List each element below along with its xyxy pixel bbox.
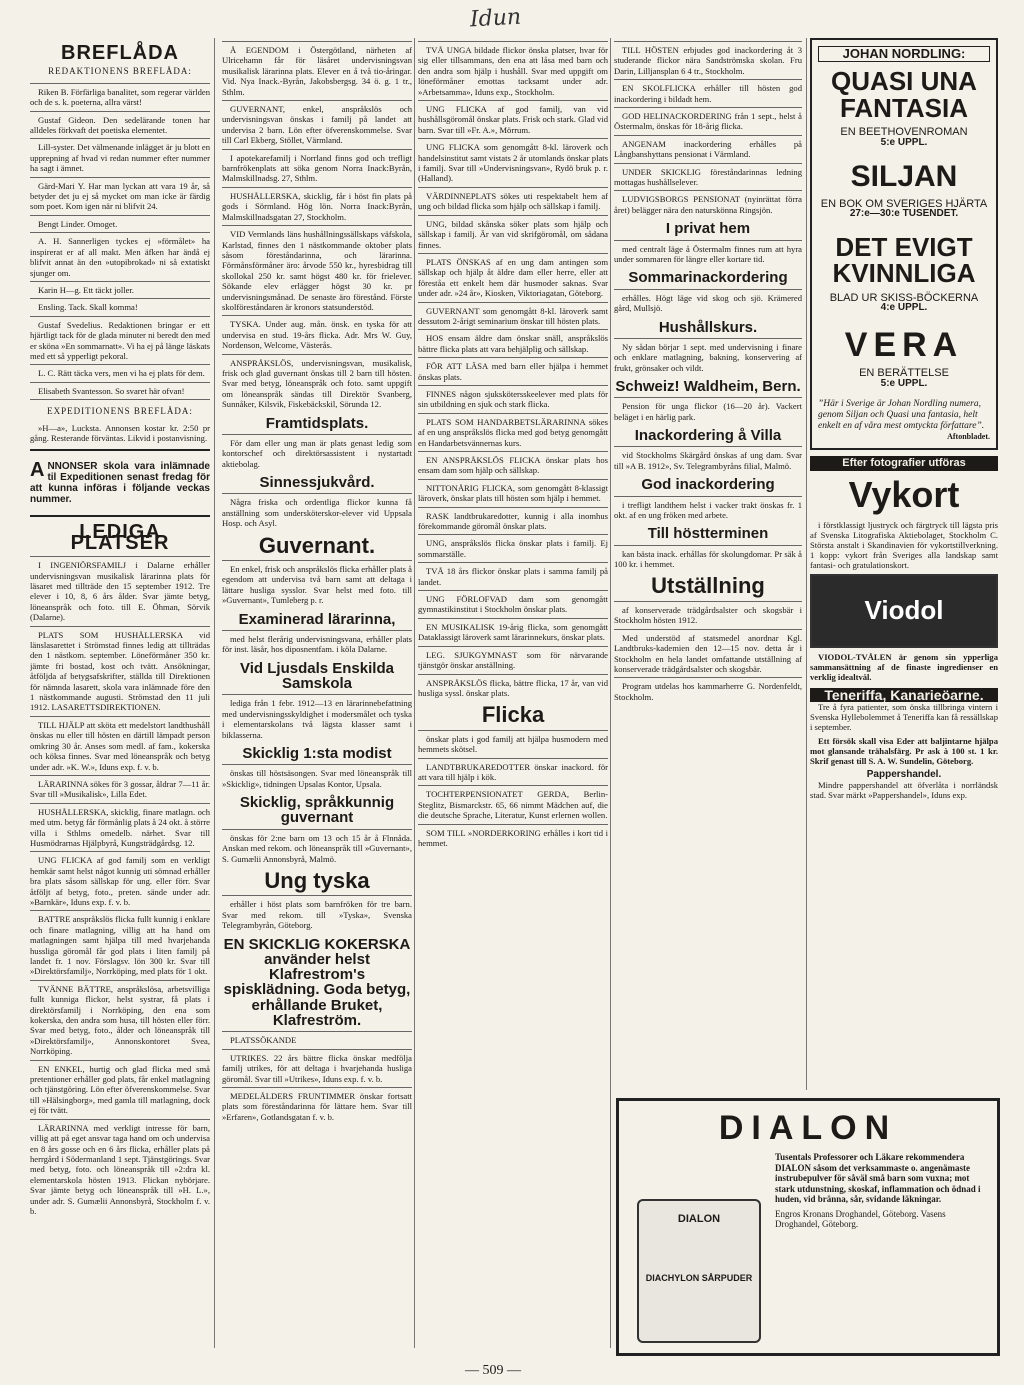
ad-paragraph: UNG FLICKA af god familj som en verkligt hemkär samt helst något kunnig uti sömnad erhåller bra plats såsom sällskap för ung. eller förr. Svar åtföljt af betyg, foto., preten. sände under adr. »Barnkär», Iduns exp. f. v. b. <box>30 855 210 907</box>
dialon-text: Tusentals Professorer och Läkare rekommendera DIALON såsom det verksammaste o. angenämaste instrubepulver för såväl små barn som vuxna; mot stark utdunstning, skoskaf, inflammation och ödnad i huden, vid bränna, sår, svidande läkningar. <box>775 1152 981 1204</box>
ad-paragraph: GUVERNANT som genomgått 8-kl. läroverk samt dessutom 2-årigt seminarium önskar till hösten plats. <box>418 305 608 326</box>
ad-paragraph: TVÅ 18 års flickor önskar plats i samma familj på landet. <box>418 566 608 587</box>
ad-divider <box>614 629 802 630</box>
ad-divider <box>222 354 412 355</box>
ad-paragraph: Program utdelas hos kammarherre G. Nordenfeldt, Stockholm. <box>614 681 802 702</box>
redaktion-subtitle: REDAKTIONENS BREFLÅDA: <box>48 66 192 77</box>
ad-paragraph: ANSPRÅKSLÖS flicka, bättre flicka, 17 år, van vid husliga syssl. önskar plats. <box>418 677 608 698</box>
ad-paragraph: A. H. Sannerligen tyckes ej »förmålet» ha inspirerat er af all makt. Men äfken har ändå ej blifvit annat än den »utopibrokad» ni så extatiskt sjunger om. <box>30 236 210 278</box>
ad-paragraph: Några friska och ordentliga flickor kunna få anställning som undersköterskor-elever vid Uppsala Hosp. och Asyl. <box>222 497 412 529</box>
ad-divider <box>418 138 608 139</box>
handwritten-title: Idun <box>469 4 522 33</box>
ad-divider <box>30 980 210 981</box>
ad-paragraph: Gustaf Svedelius. Redaktionen bringar er ett hjärtligt tack för de glada minuter ni beredt den med er sköna »En sommarnatt». Vi ha ej på länge läskats med ett så ypperligt pekoral. <box>30 319 210 361</box>
ads-list <box>614 41 802 702</box>
ad-heading: Inackordering å Villa <box>634 427 782 445</box>
book-edition: 5:e UPPL. <box>880 136 928 148</box>
ad-divider <box>30 215 210 216</box>
ad-paragraph: RASK landtbrukaredotter, kunnig i alla inomhus förekommande göromål önskar plats. <box>418 510 608 532</box>
ad-divider <box>418 385 608 386</box>
ad-divider <box>222 560 412 561</box>
ad-heading: Utställning <box>651 573 765 599</box>
ad-divider <box>418 357 608 358</box>
divider <box>30 515 210 517</box>
ad-divider <box>30 177 210 178</box>
ad-paragraph: TOCHTERPENSIONATET GERDA, Berlin-Steglitz, Bismarckstr. 65, 66 nimmt Mädchen auf, die die deutsche Sprache, Literatur, Kunst erlernen wollen. <box>418 789 608 821</box>
ad-paragraph: LÄRARINNA med verkligt intresse för barn, villig att på eget ansvar taga hand om och undervisa en 8 års gosse och en 6 års flicka, erhåller plats på herrgård i Södermanland 1 sept. Tjänstgörings. Svar med betyg, foto. och löneanspråk till »2:dra kl. elementarskola hösten 1913. Flickan nybörjare. Svar jämte betyg och löneanspråk till »H. L.», under adr. S. Gumælii Annonsbyrå, Stockholm f. v. b. <box>30 1122 210 1216</box>
ad-paragraph: UTRIKES. 22 års bättre flicka önskar medfölja familj utrikes, för att deltaga i hvarjehanda husliga göromål. Svar till »Utrikes», Iduns exp. f. v. b. <box>222 1052 412 1084</box>
ad-paragraph: Med understöd af statsmedel anordnar Kgl. Landtbruks-kademien den 12—15 nov. detta år i Stockholm en hela landet omfattande utställning af konserverade trädgårdsalster och skogsbär. <box>614 632 802 674</box>
dialon-frame <box>616 1098 1000 1356</box>
ad-paragraph: VÄRDINNEPLATS sökes uti respektabelt hem af ung och bildad flicka som hjälp och sällskap i familj. <box>418 190 608 212</box>
ad-divider <box>614 397 802 398</box>
ad-divider <box>222 434 412 435</box>
column-divider <box>214 38 215 1348</box>
ad-divider <box>614 601 802 602</box>
ad-paragraph: BATTRE anspråkslös flicka fullt kunnig i enklare och finare matlagning, villig att ha hand om matlagningen samt hjälpa till med hvarjehanda hussliga göromål får god plats i liten familj på landet fr. 1 nov. Förslagsv. lön 300 kr. Svar till »Direktörsfamilj», Norrköping, med plats för 1 okt. <box>30 914 210 977</box>
ad-paragraph: Karin H—g. Ett täckt joller. <box>38 284 134 295</box>
divider <box>30 399 210 400</box>
ad-paragraph: PLATS SOM HANDARBETSLÄRARINNA sökes af en ung anspråkslös flicka med god betyg genomgått en Handarbetsvännernas kurs. <box>418 416 608 448</box>
ad-divider <box>30 232 210 233</box>
ad-paragraph: GOD HELINACKORDERING från 1 sept., helst å Östermalm, önskas för 18-årig flicka. <box>614 111 802 132</box>
ad-paragraph: UNG, bildad skånska söker plats som hjälp och sällskap i familj. Är van vid skrifgöromål, om sådana finnes. <box>418 218 608 250</box>
ad-divider <box>418 302 608 303</box>
notice-initial: A <box>30 459 45 482</box>
ad-paragraph: TVÄNNE BÄTTRE, anspråkslösa, arbetsvilliga fullt kunniga flickor, helst systrar, få plats i direktörsfamilj i Norrköping, den ena som kokerska, den andra som husa, till hösten eller förr. Svar med betyg, foto., ålder och löneanspråk till »Direktörsfamilj», Annonskontoret Svea, Norrköping. <box>30 983 210 1057</box>
ad-divider <box>614 240 802 241</box>
book-title: QUASI UNA FANTASIA <box>831 66 977 123</box>
ad-paragraph: VID Vermlands läns hushållningssällskaps väfskola, Karlstad, finnes den 1 nästkommande oktober plats såsom föreståndarinna, och lärarinna. Förmånsförmåner äro: årvode 550 kr., hyresbidrag till skollokal 250 kr. samt högst 480 kr. för frielever. Sökande elev erlägger högst 30 kr. pr undervisningsmånad. De senaste äro förestånd. Förste skolföreståndaren är kronors statsunderstöd. <box>222 229 412 312</box>
ad-paragraph: af konserverade trädgårdsalster och skogsbär i Stockholm hösten 1912. <box>614 604 802 626</box>
ad-paragraph: HUSHÅLLERSKA, skicklig, får i höst fin plats på gods i Sörmland. Hög lön. Norra Inack:Byrån, Malmskillnadsgatan 27, Stockholm. <box>222 190 412 222</box>
ad-paragraph: EN ENKEL, hurtig och glad flicka med små pretentioner erhåller god plats, får enkel matlagning och tjänstgöring. Lön efter öfverenskommelse. Svar till »Hälsingborg», med gamla till matlagning, dock ej för tvätt. <box>30 1063 210 1116</box>
ad-paragraph: ANSPRÅKSLÖS, undervisningsvan, musikalisk, frisk och glad guvernant önskas till 2 barn till hösten. Svar med betyg, löneanspråk och foto. samt uppgift om löneanspråk sändas till Direktör Svanberg, Sunnåker, Kilsvik, Fiskebäckskil, Sörunda 12. <box>222 357 412 410</box>
ad-divider <box>30 281 210 282</box>
ad-divider <box>30 851 210 852</box>
ad-divider <box>418 507 608 508</box>
ad-paragraph: FÖR ATT LÄSA med barn eller hjälpa i hemmet önskas plats. <box>418 361 608 382</box>
book-subtitle: BLAD UR SKISS-BÖCKERNA <box>829 291 979 304</box>
ad-divider <box>418 534 608 535</box>
notice-text: NNONSER skola vara inlämnade til Expeditionen senast fredag för att kunna införas i följande veckas nummer. <box>30 461 210 506</box>
ad-divider <box>222 829 412 830</box>
book-title: SILJAN <box>850 160 958 194</box>
ad-paragraph: ANGENAM inackordering erhålles på Långbanshyttans pensionat i Värmland. <box>614 138 802 160</box>
ad-divider <box>418 451 608 452</box>
ad-paragraph: EN SKOLFLICKA erhåller till hösten god inackordering i bildadt hem. <box>614 83 802 104</box>
ad-paragraph: EN ANSPRÅKSLÖS FLICKA önskar plats hos ensam dam som hjälp och sällskap. <box>418 455 608 476</box>
ad-paragraph: erhåller i höst plats som barnfröken för tre barn. Svar med rekom. till »Tyska», Svenska Telegrambyrån, Göteborg. <box>222 899 412 931</box>
ad-divider <box>30 83 210 84</box>
column-divider <box>610 38 611 1348</box>
ad-paragraph: LEG. SJUKGYMNAST som för närvarande tjänstgör önskar anställning. <box>418 649 608 671</box>
author-name: JOHAN NORDLING: <box>818 46 990 62</box>
ad-divider <box>614 41 802 42</box>
teneriffa-title: Teneriffa, Kanarieöarne. <box>810 688 998 702</box>
ad-paragraph: GUVERNANT, enkel, anspråkslös och undervisningsvan önskas i familj på landet att undervisa 2 barn. Lön efter öfverenskommelse. Svar till Carl Ekberg, Stöllet, Värmland. <box>222 104 412 146</box>
ad-heading: Skicklig 1:sta modist <box>242 745 392 763</box>
ad-divider <box>418 590 608 591</box>
ad-divider <box>222 764 412 765</box>
vykort-text: i förstklassigt ljustryck och färgtryck till lägsta pris af Svenska Litografiska Aktiebolaget, Stockholm C. Största anstalt i Skandinavien för vykortstillverkning. 1 kopp: vykort från Sveriges alla landskap samt fantasi- och gratulationskort. <box>810 519 998 570</box>
ad-paragraph: lediga från 1 febr. 1912—13 en lärarinnebefattning med undervisningsskyldighet i modersmålet och tyska i elementarskolans två lägsta klasser samt i biklasserna. <box>222 698 412 740</box>
ad-paragraph: PLATS SOM HUSHÅLLERSKA vid länslasarettet i Strömstad finnes ledig att tillträdas den 1 nästkom. september. Löneförmåner 350 kr. jämte fri bostad, kost och tvätt. Ansökningar, åtföljda af betygsafskrifter, ställda till Direktionen för nämnda lasarett, skola vara inlämnade före den 1 nästkommande augusti. Strömstad den 11 juli 1912. LASARETTSDIREKTIONEN. <box>30 629 210 713</box>
book-subtitle: EN BEETHOVENROMAN <box>840 126 968 139</box>
teneriffa-text: Tre å fyra patienter, som önska tillbringa vintern i Svenska Hyllebolemmet å Teneriffa kan få ressällskap i september. <box>810 701 998 732</box>
ad-paragraph: Gärd-Mari Y. Har man lyckan att vara 19 år, så betyder det ju ej så mycket om man icke är färdig som poet. Kom igen när ni blifvit 24. <box>30 180 210 212</box>
ad-heading: Schweiz! Waldheim, Bern. <box>615 378 801 396</box>
ad-paragraph: Pension för unga flickor (16—20 år). Vackert beläget i en härlig park. <box>614 401 802 422</box>
can-brand: DIALON <box>677 1213 721 1225</box>
ad-paragraph: önskar plats i god familj att hjälpa husmodern med hemmets skötsel. <box>418 733 608 755</box>
ad-divider <box>614 677 802 678</box>
ad-paragraph: FINNES någon sjukskötersskeelever med plats för sin utbildning en sjuk och stark flicka. <box>418 388 608 410</box>
ad-paragraph: UNG FÖRLOFVAD dam som genomgått gymnastikinstitut i Stockholm önskar plats. <box>418 594 608 615</box>
ad-divider <box>30 1119 210 1120</box>
ad-paragraph: i trefligt landthem helst i vacker trakt önskas fr. 1 okt. af en ung fröken med arbete. <box>614 499 802 520</box>
ad-divider <box>222 1049 412 1050</box>
ad-divider <box>418 758 608 759</box>
review-source: Aftonbladet. <box>947 431 990 441</box>
ad-paragraph: I apotekarefamilj i Norrland finns god och trefligt barnfrökenplats att söka genom Norra Inack:Byrån, Malmskillnadsg. 27, Sthlm. <box>222 152 412 184</box>
ad-paragraph: TVÅ UNGA bildade flickor önska platser, hvar för sig eller tillsammans, den ena att låsa med barn och den andra som hjälp i hushåll. Svar med uppgift om löneförmåner emottas tacksamt under adr. »Arbetsamma», Iduns exp., Stockholm. <box>418 45 608 97</box>
ad-divider <box>222 315 412 316</box>
ad-heading: Vid Ljusdals Enskilda Samskola <box>240 659 394 693</box>
column-divider <box>414 38 415 1348</box>
ad-paragraph: En enkel, frisk och anspråkslös flicka erhåller plats å egendom att undervisa två barn samt att deltaga i lättare husliga sysslor. Svar helst med foto. till »Guvernant», Tumleberg p. r. <box>222 564 412 606</box>
column-3 <box>418 38 608 1348</box>
ad-divider <box>418 413 608 414</box>
ad-divider <box>418 41 608 42</box>
ad-divider <box>222 630 412 631</box>
ad-paragraph: önskas till höstsäsongen. Svar med löneanspråk till »Skicklig», tidningen Upsalas Kontor, Upsala. <box>222 768 412 789</box>
deadline-notice <box>30 461 210 505</box>
viodol-text: VIODOL-TVÅLEN är genom sin ypperliga sammansättning af de finaste ingredienser en verklig idealtvål. <box>810 651 998 682</box>
ad-paragraph: kan bästa inack. erhållas för skolungdomar. Pr säk å 100 kr. i hemmet. <box>614 548 802 570</box>
exped-letter: »H—a», Lucksta. Annonsen kostar kr. 2:50 pr gång. Resterande förväntas. Likvid i postanvisning. <box>30 422 210 443</box>
ad-paragraph: UNG, anspråkslös flicka önskar plats i familj. Ej sommarställe. <box>418 538 608 559</box>
ad-paragraph: UNG FLICKA som genomgått 8-kl. läroverk och handelsinstitut samt vistats 2 år utomlands önskar plats i familj. Svar till »Undervisningsvan», Rydö bruk p. r. (Halland). <box>418 142 608 184</box>
ett-forsok-text: Ett försök skall visa Eder att baljintarne hjälpa mot glansande trähalsfärg. Pr ask à 100 st. 1 kr. Skrif genast till S. A. W. Sundelin, Göteborg. <box>810 735 998 766</box>
ad-paragraph: LANDTBRUKAREDOTTER önskar inackord. för att vara till hjälp i kök. <box>418 761 608 782</box>
ad-divider <box>30 138 210 139</box>
ad-divider <box>222 694 412 695</box>
ad-divider <box>418 618 608 619</box>
ad-heading: Sommarinackordering <box>628 269 788 287</box>
ad-paragraph: PLATSSÖKANDE <box>230 1035 297 1046</box>
lediga-platser-title: LEDIGA PLATSER <box>70 521 170 554</box>
lediga-platser-list <box>30 556 210 1216</box>
papper-title: Pappershandel. <box>866 768 942 780</box>
ad-divider <box>222 1087 412 1088</box>
dialon-logo: DIALON <box>718 1109 898 1147</box>
book-edition: 5:e UPPL. <box>880 377 928 389</box>
ad-divider <box>418 253 608 254</box>
ad-divider <box>222 225 412 226</box>
foto-title: Efter fotografier utföras <box>810 456 998 470</box>
ad-paragraph: TILL HJÄLP att sköta ett medelstort landthushåll önskas nu eller till hösten en därtill lämpadt person omkring 30 år. Anses som medl. af fam., kokerska och köksa finnes. Svar med löneanspråk och betyg under adr. »K. W.», Iduns exp. f. v. b. <box>30 719 210 772</box>
ad-paragraph: EN MUSIKALISK 19-årig flicka, som genomgått Dataklassigt läroverk samt lärarinnekurs, önskar plats. <box>418 621 608 643</box>
papper-text: Mindre pappershandel att öfverlåta i norrländsk stad. Svar märkt »Pappershandel», Iduns exp. <box>810 780 998 801</box>
ad-paragraph: För dam eller ung man är plats genast ledig som kontorschef och direktörsassistent i nystartadt aktiebolag. <box>222 437 412 469</box>
ad-heading: God inackordering <box>641 476 775 494</box>
ad-paragraph: Riken B. Förfärliga banalitet, som regerar världen och de s. k. poeterna, allra värst! <box>30 86 210 108</box>
ad-paragraph: UNDER SKICKLIG föreståndarinnas ledning mottagas hushållselever. <box>614 166 802 188</box>
ad-divider <box>418 479 608 480</box>
book-edition: 4:e UPPL. <box>880 302 928 314</box>
review-quote: ”Här i Sverige är Johan Nordling numera, genom Siljan och Quasi una fantasia, helt enkelt en af våra mest omtyckta författare”. <box>818 398 985 431</box>
ad-divider <box>418 562 608 563</box>
ad-paragraph: Ny sådan börjar 1 sept. med undervisning i finare och enklare matlagning, bakning, konservering af frukt, grönsaker och vildt. <box>614 341 802 373</box>
ad-heading: Till höstterminen <box>647 525 769 543</box>
vykort-title: Vykort <box>848 473 960 515</box>
breflada-title: BREFLÅDA <box>61 42 179 64</box>
ad-paragraph: Ensling. Tack. Skall komma! <box>38 302 138 313</box>
ad-divider <box>30 1060 210 1061</box>
book-subtitle: EN BOK OM SVERIGES HJÄRTA <box>820 197 988 210</box>
ad-divider <box>222 1031 412 1032</box>
column-1 <box>30 38 210 1348</box>
column-2 <box>222 38 412 1348</box>
ad-divider <box>418 329 608 330</box>
ad-paragraph: HOS ensam äldre dam önskar snäll, anspråkslös bättre flicka plats att vara behjälplig och sällskap. <box>418 333 608 354</box>
nordling-book-ad <box>810 38 998 450</box>
ad-paragraph: MEDELÅLDERS FRUNTIMMER önskar fortsatt plats som föreståndarinna för lättare hem. Svar till »Erfaren», Gotlandsgatan f. v. b. <box>222 1091 412 1122</box>
ad-divider <box>222 493 412 494</box>
ad-paragraph: LUDVIGSBORGS PENSIONAT (nyinrättat förra året) belägger nära den naturskönna Ringsjön. <box>614 194 802 215</box>
ad-paragraph: TILL HÖSTEN erbjudes god inackordering åt 3 studerande flickor nära Sandströmska skolan. Fru Darin, Lilljansplan 6 4 tr., Stockholm. <box>614 45 802 76</box>
ad-paragraph: vid Stockholms Skärgård önskas af ung dam. Svar till »A B. 1912», Sv. Telegrambyråns filial, Malmö. <box>614 450 802 471</box>
ad-divider <box>30 316 210 317</box>
ad-divider <box>30 803 210 804</box>
ad-paragraph: erhålles. Högt läge vid skog och sjö. Krämered gård, Mullsjö. <box>614 292 802 314</box>
ad-divider <box>418 187 608 188</box>
ad-divider <box>418 824 608 825</box>
ad-paragraph: Elisabeth Svantesson. So svaret här ofvan! <box>38 385 185 396</box>
ad-divider <box>222 187 412 188</box>
ad-divider <box>222 895 412 896</box>
ad-paragraph: NITTONÅRIG FLICKA, som genomgått 8-klassigt läroverk, önskar plats till hösten som hjälp i hemmet. <box>418 482 608 504</box>
book-edition: 27:e—30:e TUSENDET. <box>849 208 959 220</box>
ad-divider <box>30 382 210 383</box>
ad-paragraph: Å EGENDOM i Östergötland, närheten af Ulricehamn får för läsåret undervisningsvan musikalisk lärarinna plats. Elever en å två tio-åringar. Vid. Nya Inack.-Byrån, Jakobsbergsg. 34 ö. g. 1 tr., Sthlm. <box>222 45 412 97</box>
ad-divider <box>614 163 802 164</box>
dialon-ad <box>616 1090 1000 1348</box>
ad-divider <box>614 338 802 339</box>
ad-heading: Flicka <box>481 702 545 728</box>
ad-paragraph: TYSKA. Under aug. mån. önsk. en tyska för att undervisa en stud. 19-års flicka. Adr. Mrs W. Guy, Nordenson, Welcome, Västerås. <box>222 319 412 351</box>
ad-paragraph: Lill-syster. Det välmenande inlägget är ju blott en upprepning af hvad vi redan nummer efter nummer ha sagt i ämnet. <box>30 142 210 174</box>
ad-divider <box>418 215 608 216</box>
book-title: VERA <box>844 325 964 364</box>
ad-divider <box>418 646 608 647</box>
ad-divider <box>222 149 412 150</box>
ad-divider <box>30 298 210 299</box>
ads-list <box>418 41 608 848</box>
ad-divider <box>614 79 802 80</box>
ad-paragraph: UNG FLICKA af god familj, van vid hushållsgöromål önskar plats. Frisk och stark. Glad vid barn. Svar till »Fr. A.», Mörrum. <box>418 104 608 135</box>
ad-heading: Ung tyska <box>264 867 370 893</box>
exped-subtitle: EXPEDITIONENS BREFLÅDA: <box>47 406 193 417</box>
ad-paragraph: L. C. Rätt täcka vers, men vi ha ej plats för dem. <box>38 368 205 379</box>
ad-divider <box>30 111 210 112</box>
ad-heading: Examinerad lärarinna, <box>238 610 396 628</box>
ad-paragraph: med helst flerårig undervisningsvana, erhåller plats för inst. läsår, hos diposnentfam. i köla Dalarne. <box>222 633 412 655</box>
ad-divider <box>614 446 802 447</box>
ad-paragraph: önskas för 2:ne barn om 13 och 15 år å Flnnåda. Anskan med rekom. och löneanspråk till »Guvernant», S. Gumælii Annonsbyrå, Malmö. <box>222 832 412 864</box>
page-number: — 509 — <box>465 1363 521 1378</box>
dialon-seller: Engros Kronans Droghandel, Göteborg. Vasens Droghandel, Göteborg. <box>775 1208 946 1229</box>
ad-paragraph: PLATS ÖNSKAS af en ung dam antingen som sällskap och hjälp åt äldre dam eller herre, eller att föreståa ett enkelt hem där husmoder saknas. Svar under adr. »24 år», Kiosken, Viktoriagatan, Göteborg. <box>418 256 608 299</box>
ad-divider <box>614 496 802 497</box>
book-title: DET EVIGT KVINNLIGA <box>832 231 976 289</box>
ad-divider <box>614 107 802 108</box>
ad-divider <box>418 730 608 731</box>
ad-divider <box>30 716 210 717</box>
ad-heading: Sinnessjukvård. <box>259 474 375 492</box>
ad-paragraph: Bengt Linder. Omoget. <box>38 218 118 229</box>
ad-divider <box>30 364 210 365</box>
ad-divider <box>418 100 608 101</box>
ad-divider <box>418 785 608 786</box>
ad-divider <box>614 289 802 290</box>
ad-divider <box>418 674 608 675</box>
ad-divider <box>614 135 802 136</box>
ad-heading: Hushållskurs. <box>658 318 758 336</box>
ad-heading: Skicklig, språkkunnig guvernant <box>239 794 395 827</box>
ad-divider <box>30 910 210 911</box>
ad-divider <box>222 41 412 42</box>
ad-paragraph: Gustaf Gideon. Den sedelärande tonen har alldeles förkvaft det poetiska elementet. <box>30 114 210 136</box>
ad-paragraph: LÄRARINNA sökes för 3 gossar, åldrar 7—11 år. Svar till »Musikalisk», Lilla Edet. <box>30 778 210 800</box>
divider <box>30 449 210 451</box>
ad-paragraph: med centralt läge å Östermalm finnes rum att hyra under sommaren för längre eller kortare tid. <box>614 243 802 264</box>
ad-divider <box>614 545 802 546</box>
ad-divider <box>30 626 210 627</box>
ad-divider <box>222 100 412 101</box>
ad-heading: EN SKICKLIG KOKERSKA använder helst Klafrestrom's spisklädning. Goda betyg, erhållande Bruket, Klafreström. <box>223 935 411 1030</box>
ad-divider <box>30 556 210 557</box>
ad-heading: I privat hem <box>665 220 751 238</box>
can-label: DIACHYLON SÅRPUDER <box>645 1273 753 1283</box>
ad-paragraph: SOM TILL »NORDERKORING erhålles i kort tid i hemmet. <box>418 827 608 848</box>
ads-list <box>222 41 412 1122</box>
powder-can-image <box>637 1199 761 1343</box>
ad-divider <box>614 190 802 191</box>
ad-heading: Framtidsplats. <box>265 414 369 432</box>
ad-heading: Guvernant. <box>258 532 376 558</box>
ad-divider <box>30 775 210 776</box>
ad-paragraph: I INGENIÖRSFAMILJ i Dalarne erhåller undervisningsvan musikalisk lärarinna plats för läsaret med tillträde den 15 september 1912. Tre elever i 10, 8, 6 års ålder. Svar jämte betyg, löneanspråk och foto. till E. Öhman, Sörvik (Dalarne). <box>30 560 210 623</box>
viodol-logo: Viodol <box>810 574 998 648</box>
book-subtitle: EN BERÄTTELSE <box>859 367 949 380</box>
redaktion-letters <box>30 83 210 396</box>
ad-paragraph: HUSHÅLLERSKA, skicklig, finare matlagn. och med utm. betyg får förmånlig plats å 24 okt. å större villa i Sthlms omedelb. närhet. Svar till Husmödrarnas Hjälpbyrå, Kungsträdgårdsg. 12. <box>30 806 210 848</box>
